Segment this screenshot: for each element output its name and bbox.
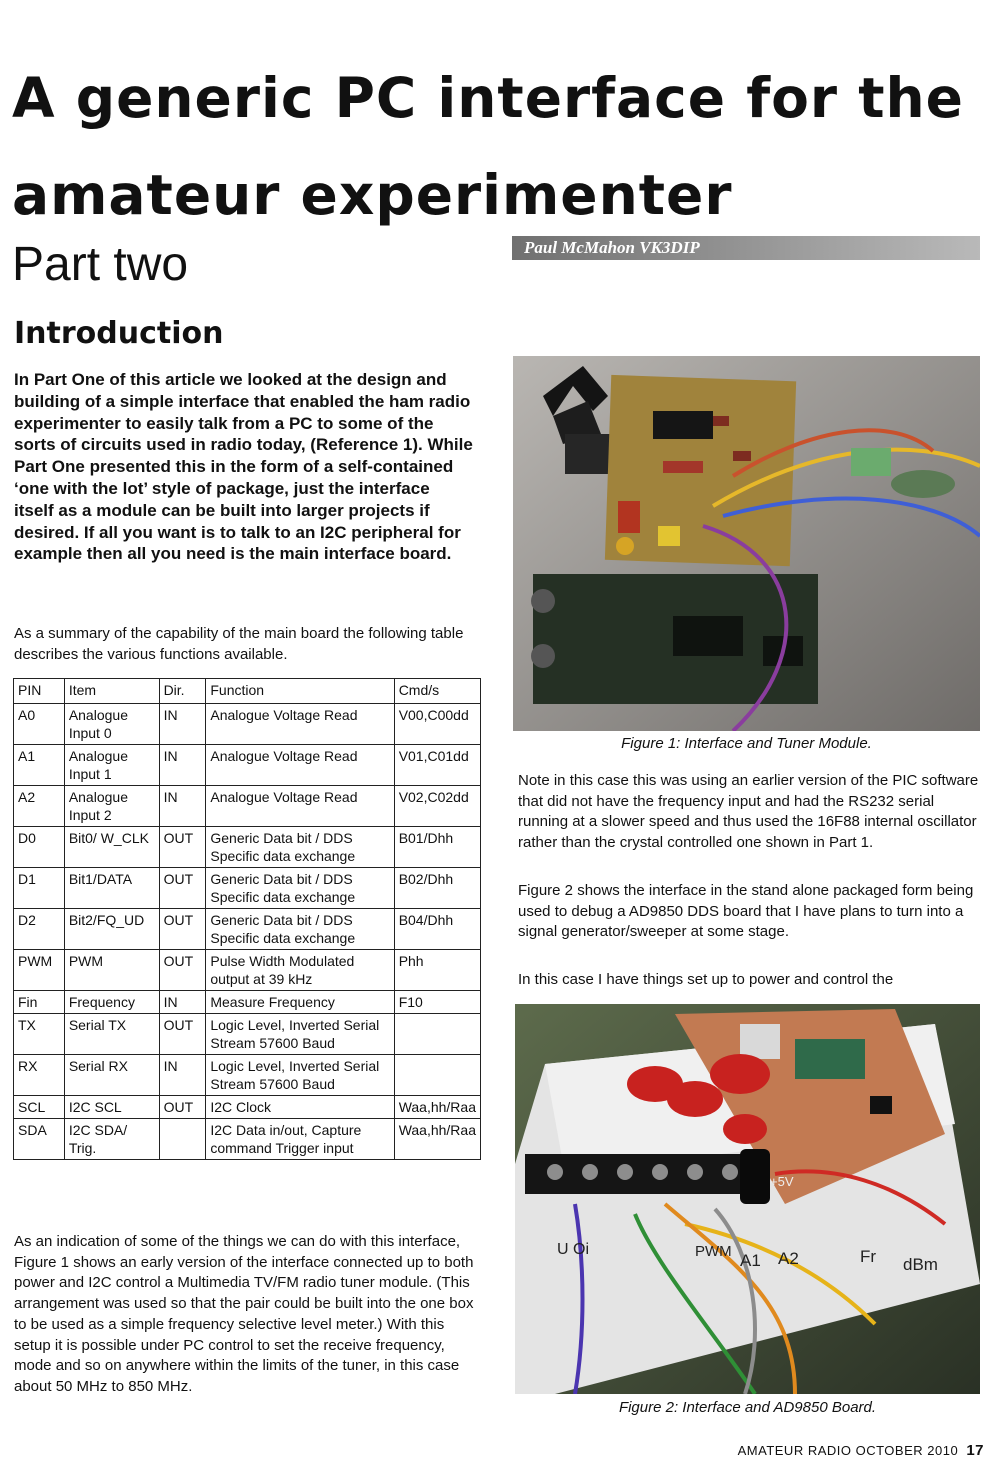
table-cell: B02/Dhh: [394, 868, 480, 909]
table-cell: A2: [14, 786, 65, 827]
table-cell: A0: [14, 704, 65, 745]
table-cell: PWM: [14, 950, 65, 991]
author-byline: Paul McMahon VK3DIP: [512, 236, 980, 260]
label-plus5v: +5V: [770, 1174, 794, 1189]
table-row: [14, 786, 481, 827]
table-cell: PWM: [64, 950, 159, 991]
table-cell: B01/Dhh: [394, 827, 480, 868]
table-cell: OUT: [159, 950, 206, 991]
tuner-module-board: [531, 574, 818, 704]
label-dbm: dBm: [903, 1255, 938, 1274]
table-cell: Analogue Input 1: [64, 745, 159, 786]
table-cell: OUT: [159, 909, 206, 950]
table-cell: TX: [14, 1014, 65, 1055]
table-header-row: [14, 679, 481, 704]
table-row: [14, 991, 481, 1014]
setup-paragraph: In this case I have things set up to power and control the: [518, 971, 894, 988]
summary-paragraph: As a summary of the capability of the main board the following table describes the various functions available.: [14, 625, 464, 663]
table-cell: V02,C02dd: [394, 786, 480, 827]
figure-1-illustration: [513, 356, 980, 731]
table-cell: Generic Data bit / DDS Specific data exchange: [206, 909, 394, 950]
function-table: [13, 678, 481, 1160]
publication-name: AMATEUR RADIO OCTOBER 2010: [737, 1443, 959, 1458]
table-row: [14, 868, 481, 909]
header-dir: Dir.: [159, 679, 206, 704]
table-cell: A1: [14, 745, 65, 786]
table-cell: SDA: [14, 1119, 65, 1160]
table-cell: I2C Clock: [206, 1096, 394, 1119]
page-footer: [738, 1442, 984, 1460]
table-row: [14, 909, 481, 950]
table-cell: V01,C01dd: [394, 745, 480, 786]
note-paragraph: Note in this case this was using an earlier version of the PIC software that did not have the frequency input and had the RS232 serial running at a slower speed and thus used the 16F88 internal oscillator rather than the crystal controlled one shown in Part 1.: [518, 772, 979, 852]
table-cell: D2: [14, 909, 65, 950]
interface-board: [605, 375, 796, 566]
table-cell: OUT: [159, 1014, 206, 1055]
table-cell: Analogue Voltage Read: [206, 745, 394, 786]
indication-paragraph: As an indication of some of the things we can do with this interface, Figure 1 shows an early version of the interface connected up to both power and I2C control a Multimedia TV/FM radio tuner module. (This arrangement was used so that the pair could be built into the one box to be used as a simple frequency selective level meter.) With this setup it is possible under PC control to set the receive frequency, mode and so on anywhere within the limits of the tuner, in this case about 50 MHz to 850 MHz.: [14, 1233, 474, 1395]
table-cell: D1: [14, 868, 65, 909]
table-cell: OUT: [159, 1096, 206, 1119]
header-item: Item: [64, 679, 159, 704]
table-cell: RX: [14, 1055, 65, 1096]
table-cell: I2C SDA/ Trig.: [64, 1119, 159, 1160]
table-cell: Measure Frequency: [206, 991, 394, 1014]
table-cell: Logic Level, Inverted Serial Stream 57600 Baud: [206, 1014, 394, 1055]
table-cell: Phh: [394, 950, 480, 991]
table-cell: Frequency: [64, 991, 159, 1014]
table-cell: Analogue Voltage Read: [206, 786, 394, 827]
figure-2-illustration: [515, 1004, 980, 1394]
figure-2-photo: [515, 1004, 980, 1394]
table-row: [14, 1119, 481, 1160]
table-cell: I2C Data in/out, Capture command Trigger input: [206, 1119, 394, 1160]
table-cell: B04/Dhh: [394, 909, 480, 950]
table-cell: Serial TX: [64, 1014, 159, 1055]
figure-2-intro-paragraph: Figure 2 shows the interface in the stand alone packaged form being used to debug a AD9850 DDS board that I have plans to turn into a signal generator/sweeper at some stage.: [518, 882, 974, 941]
table-cell: Logic Level, Inverted Serial Stream 57600 Baud: [206, 1055, 394, 1096]
table-cell: Generic Data bit / DDS Specific data exchange: [206, 827, 394, 868]
figure-1-caption: Figure 1: Interface and Tuner Module.: [621, 735, 872, 752]
table-row: [14, 950, 481, 991]
section-heading-introduction: Introduction: [14, 316, 224, 351]
table-cell: D0: [14, 827, 65, 868]
table-cell: IN: [159, 704, 206, 745]
table-cell: Generic Data bit / DDS Specific data exchange: [206, 868, 394, 909]
label-fr: Fr: [860, 1247, 877, 1266]
table-cell: Pulse Width Modulated output at 39 kHz: [206, 950, 394, 991]
table-cell: Analogue Input 0: [64, 704, 159, 745]
label-a2: A2: [778, 1249, 799, 1268]
table-cell: Analogue Input 2: [64, 786, 159, 827]
table-row: [14, 745, 481, 786]
table-cell: Waa,hh/Raa: [394, 1119, 480, 1160]
label-pwm: PWM: [695, 1243, 732, 1260]
table-cell: [159, 1119, 206, 1160]
header-pin: PIN: [14, 679, 65, 704]
table-row: [14, 1096, 481, 1119]
table-cell: I2C SCL: [64, 1096, 159, 1119]
table-cell: Analogue Voltage Read: [206, 704, 394, 745]
table-cell: F10: [394, 991, 480, 1014]
table-cell: IN: [159, 991, 206, 1014]
table-cell: [394, 1055, 480, 1096]
table-cell: SCL: [14, 1096, 65, 1119]
table-row: [14, 827, 481, 868]
table-cell: [394, 1014, 480, 1055]
figure-1-photo: [513, 356, 980, 731]
table-cell: Fin: [14, 991, 65, 1014]
table-cell: IN: [159, 745, 206, 786]
table-cell: Bit1/DATA: [64, 868, 159, 909]
header-cmds: Cmd/s: [394, 679, 480, 704]
table-cell: OUT: [159, 827, 206, 868]
title-line-1: A generic PC interface for the: [12, 66, 964, 130]
table-body: [14, 704, 481, 1160]
article-title: [12, 50, 964, 244]
intro-lead-paragraph: In Part One of this article we looked at the design and building of a simple interface that enabled the ham radio experimenter to easily talk from a PC to some of the sorts of circuits used in radio today, (Reference 1). While Part One presented this in the form of a self-contained ‘one with the lot’ style of package, just the interface itself as a module can be built into larger projects if desired. If all you want is to talk to an I2C peripheral for example then all you need is the main interface board.: [14, 370, 473, 564]
table-cell: IN: [159, 1055, 206, 1096]
page-number: 17: [966, 1442, 984, 1459]
article-subtitle: Part two: [12, 238, 189, 291]
table-cell: V00,C00dd: [394, 704, 480, 745]
table-row: [14, 704, 481, 745]
table-cell: Bit0/ W_CLK: [64, 827, 159, 868]
table-cell: Serial RX: [64, 1055, 159, 1096]
table-cell: IN: [159, 786, 206, 827]
title-line-2: amateur experimenter: [12, 163, 733, 227]
table-row: [14, 1014, 481, 1055]
table-cell: OUT: [159, 868, 206, 909]
table-row: [14, 1055, 481, 1096]
figure-2-caption: Figure 2: Interface and AD9850 Board.: [618, 1399, 877, 1416]
table-cell: Bit2/FQ_UD: [64, 909, 159, 950]
table-cell: Waa,hh/Raa: [394, 1096, 480, 1119]
label-a1: A1: [740, 1251, 761, 1270]
header-function: Function: [206, 679, 394, 704]
label-u-oi: U Oi: [557, 1241, 589, 1258]
